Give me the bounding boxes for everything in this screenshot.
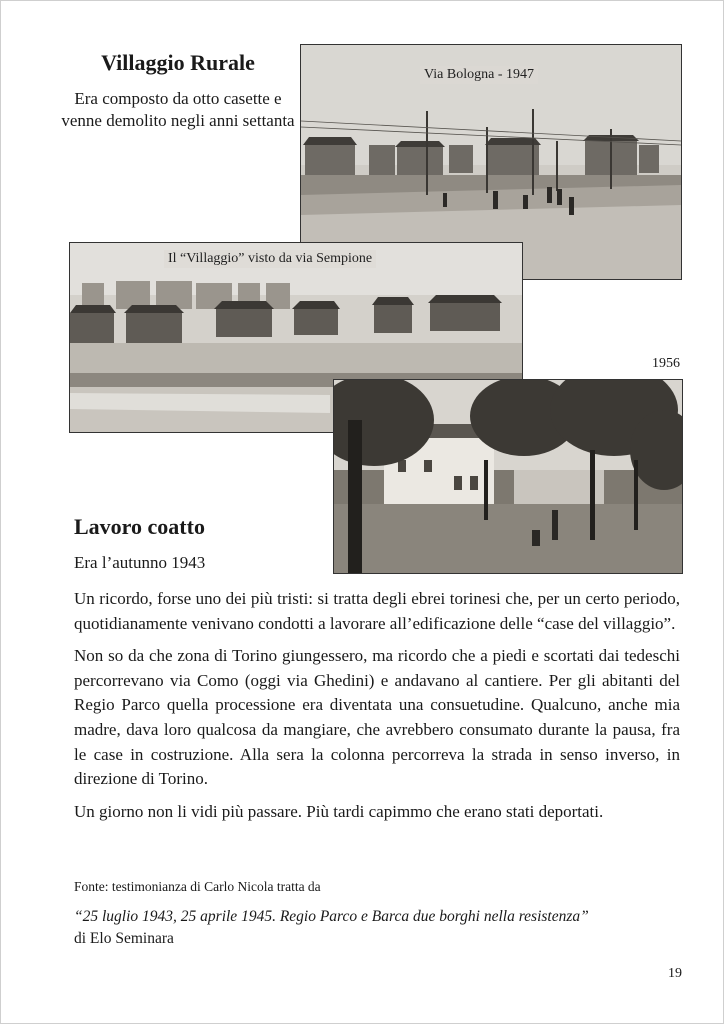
paragraph: Non so da che zona di Torino giungessero, ma ricordo che a piedi e scortati dai tedeschi percorrevano via Como (oggi via Ghedini) e andavano al cantiere. Per gli abitanti del Regio Parco quella processione era diventata una consuetudine. Qualcuno, anche mia madre, dava loro qualcosa da mangiare, che avrebbero consumato durante la pausa, fra le case in costruzione. Alla sera la colonna percorreva la strada in senso inverso, in direzione di Torino.: [74, 646, 680, 789]
photo-1956-trees: [333, 379, 683, 574]
paragraph: Un ricordo, forse uno dei più tristi: si tratta degli ebrei torinesi che, per un certo periodo, quotidianamente venivano condotti a lavorare all’edificazione delle “case del villaggio”.: [74, 589, 680, 633]
reference: [74, 906, 684, 950]
paragraph: Un giorno non li vidi più passare. Più tardi capimmo che erano stati deportati.: [74, 801, 604, 821]
section-intro: Era composto da otto casette e venne demolito negli anni settanta: [61, 89, 295, 130]
photo-year-label: 1956: [652, 356, 680, 371]
body-text: [74, 587, 680, 824]
reference-title: “25 luglio 1943, 25 aprile 1945. Regio Parco e Barca due borghi nella resistenza”: [74, 908, 589, 925]
section-title-lavoro-coatto: Lavoro coatto: [74, 514, 205, 539]
source-note: Fonte: testimonianza di Carlo Nicola tratta da: [74, 879, 321, 894]
reference-author: di Elo Seminara: [74, 930, 174, 947]
section-title-villaggio-rurale: Villaggio Rurale: [101, 50, 255, 75]
photo-caption-via-bologna: Via Bologna - 1947: [420, 66, 538, 84]
section-subtitle: Era l’autunno 1943: [74, 553, 206, 572]
photo-caption-villaggio: Il “Villaggio” visto da via Sempione: [164, 250, 376, 268]
page-number: 19: [668, 966, 682, 981]
